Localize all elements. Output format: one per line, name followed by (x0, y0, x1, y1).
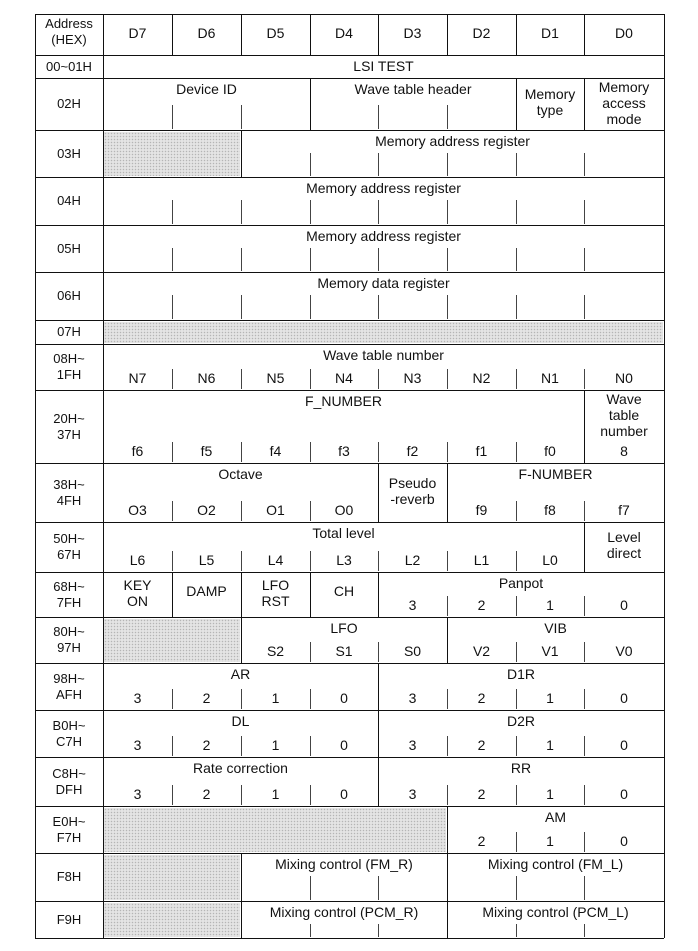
field-label: Memory type (524, 86, 576, 118)
field-label: Mixing control (PCM_R) (269, 904, 419, 920)
bit-label: 1 (546, 690, 554, 706)
field-label: Panpot (498, 575, 544, 591)
row-rule (35, 177, 664, 178)
field-label: AM (545, 809, 566, 825)
bit-label: 3 (408, 737, 417, 753)
bit-tick (447, 369, 448, 389)
field-divider (447, 901, 448, 938)
field-label: LFO RST (261, 576, 290, 609)
address-cell: 06H (57, 288, 81, 303)
address-divider (103, 225, 104, 272)
bit-tick (447, 295, 448, 319)
bit-tick (584, 295, 585, 319)
bit-label: O0 (334, 502, 354, 518)
field-label: Memory address register (306, 228, 461, 244)
bit-label: 3 (133, 786, 142, 802)
address-cell: B0H~ C7H (52, 717, 86, 749)
bit-label: S0 (403, 643, 422, 659)
field-divider (378, 757, 379, 806)
bit-label: 0 (340, 737, 348, 753)
field-label: LFO (330, 620, 358, 636)
field-label: Rate correction (193, 760, 288, 776)
address-cell: 50H~ 67H (53, 531, 85, 562)
bit-label: N4 (335, 370, 353, 386)
header-bit-d2: D2 (472, 25, 491, 41)
bit-label: 0 (620, 833, 628, 849)
field-label: D2R (506, 713, 536, 729)
bit-tick (310, 642, 311, 662)
address-cell: F9H (56, 911, 82, 927)
header-divider (310, 14, 311, 55)
bit-tick (447, 736, 448, 756)
bit-tick (516, 248, 517, 271)
bit-label: N1 (541, 370, 559, 386)
frame-left (35, 14, 36, 938)
bit-label: 1 (271, 786, 280, 802)
address-cell: 02H (57, 96, 81, 111)
bit-label: 1 (546, 786, 554, 802)
bit-label: 1 (546, 737, 554, 753)
bit-tick (310, 200, 311, 224)
address-divider (103, 572, 104, 617)
bit-tick (310, 876, 311, 900)
row-rule (35, 320, 664, 321)
bit-tick (172, 295, 173, 319)
address-cell: C8H~ DFH (52, 765, 86, 797)
field-label: DL (231, 713, 250, 729)
field-label: Wave table number (323, 347, 444, 363)
bit-tick (378, 105, 379, 129)
address-divider (103, 177, 104, 225)
bit-tick (310, 551, 311, 571)
bit-label: 0 (620, 786, 628, 802)
address-divider (103, 344, 104, 390)
address-cell: 38H~ 4FH (53, 476, 85, 508)
bit-label: f8 (544, 502, 556, 518)
bit-tick (584, 832, 585, 852)
bit-tick (241, 200, 242, 224)
bit-tick (447, 105, 448, 129)
bit-tick (516, 924, 517, 937)
bit-tick (447, 596, 448, 616)
bit-tick (378, 551, 379, 571)
header-bit-d6: D6 (197, 25, 216, 41)
field-label: AR (230, 666, 251, 682)
field-divider (378, 710, 379, 757)
field-divider (447, 806, 448, 853)
bit-label: N2 (472, 370, 491, 386)
bit-label: N3 (403, 370, 422, 386)
header-bit-d0: D0 (615, 25, 633, 41)
row-rule (35, 14, 664, 15)
bit-tick (447, 551, 448, 571)
frame-right (664, 14, 665, 938)
bit-label: L1 (473, 552, 490, 568)
bit-label: N6 (197, 370, 216, 386)
bit-tick (241, 295, 242, 319)
field-label: KEY ON (123, 576, 152, 609)
header-divider (378, 14, 379, 55)
bit-tick (584, 369, 585, 389)
bit-tick (584, 785, 585, 805)
bit-tick (584, 501, 585, 521)
bit-label: f6 (131, 443, 144, 459)
bit-tick (378, 369, 379, 389)
field-divider (241, 901, 242, 938)
address-divider (103, 463, 104, 522)
row-rule (35, 225, 664, 226)
bit-tick (584, 924, 585, 937)
address-divider (103, 55, 104, 78)
reserved-area (104, 903, 240, 937)
bit-label: L2 (404, 552, 421, 568)
bit-tick (241, 551, 242, 571)
bit-label: 2 (477, 786, 486, 802)
bit-tick (241, 785, 242, 805)
field-label: DAMP (186, 582, 227, 599)
field-label: VIB (544, 620, 567, 636)
reserved-area (104, 619, 240, 662)
row-rule (35, 710, 664, 711)
bit-tick (447, 689, 448, 709)
row-rule (35, 901, 664, 902)
bit-label: f4 (269, 443, 282, 459)
bit-label: f7 (618, 502, 630, 518)
address-divider (103, 390, 104, 463)
field-divider (241, 617, 242, 663)
bit-tick (516, 295, 517, 319)
bit-label: 8 (620, 443, 628, 459)
header-bit-d5: D5 (266, 25, 285, 41)
bit-tick (378, 153, 379, 176)
bit-tick (516, 736, 517, 756)
bit-tick (516, 876, 517, 900)
bit-label: 2 (477, 737, 486, 753)
reserved-area (104, 132, 240, 176)
field-label: Mixing control (FM_L) (487, 856, 624, 872)
header-bit-d3: D3 (403, 25, 422, 41)
bit-tick (310, 689, 311, 709)
address-cell: 20H~ 37H (53, 410, 85, 442)
bit-label: O2 (197, 502, 216, 518)
reserved-area (104, 322, 663, 343)
field-label: Wave table number (600, 391, 648, 439)
reserved-area (104, 855, 240, 900)
row-rule (35, 55, 664, 56)
address-divider (103, 522, 104, 572)
address-cell: 05H (57, 240, 81, 256)
bit-tick (378, 924, 379, 937)
bit-tick (172, 551, 173, 571)
field-label: Octave (218, 466, 263, 482)
row-rule (35, 617, 664, 618)
row-rule (35, 130, 664, 131)
bit-tick (447, 442, 448, 462)
field-label: CH (333, 582, 355, 599)
bit-tick (516, 551, 517, 571)
bit-label: 2 (477, 833, 486, 849)
bit-tick (378, 200, 379, 224)
bit-tick (241, 689, 242, 709)
bit-tick (378, 876, 379, 900)
bit-tick (241, 442, 242, 462)
field-divider (378, 572, 379, 617)
address-cell: 80H~ 97H (53, 624, 85, 655)
reserved-area (104, 808, 446, 852)
bit-label: N5 (266, 370, 285, 386)
bit-label: S1 (335, 643, 353, 659)
bit-label: L0 (542, 552, 558, 568)
row-rule (35, 806, 664, 807)
bit-tick (172, 369, 173, 389)
bit-label: f1 (475, 443, 488, 459)
bit-label: 2 (477, 690, 486, 706)
header-bit-d7: D7 (128, 25, 147, 41)
field-label: Device ID (176, 81, 237, 97)
bit-tick (584, 736, 585, 756)
bit-tick (378, 295, 379, 319)
address-divider (103, 663, 104, 710)
bit-label: 3 (408, 690, 417, 706)
bit-tick (172, 442, 173, 462)
bit-label: 2 (477, 597, 486, 613)
field-label: Memory address register (306, 180, 461, 196)
bit-label: 0 (340, 786, 348, 802)
header-divider (172, 14, 173, 55)
bit-tick (516, 369, 517, 389)
header-divider (103, 14, 104, 55)
field-label: LSI TEST (353, 58, 414, 74)
bit-label: 1 (271, 690, 280, 706)
address-divider (103, 272, 104, 320)
row-rule (35, 522, 664, 523)
field-label: Memory access mode (598, 79, 650, 127)
bit-tick (172, 200, 173, 224)
field-divider (378, 463, 379, 522)
row-rule (35, 757, 664, 758)
bit-tick (447, 200, 448, 224)
field-divider (516, 78, 517, 130)
bit-label: 3 (408, 597, 417, 613)
bit-label: 2 (202, 786, 211, 802)
bit-label: 0 (620, 690, 628, 706)
field-divider (447, 463, 448, 522)
row-rule (35, 572, 664, 573)
bit-label: f3 (338, 443, 350, 459)
row-rule (35, 344, 664, 345)
address-cell: 98H~ AFH (53, 670, 85, 702)
bit-tick (172, 248, 173, 271)
bit-tick (310, 369, 311, 389)
bit-tick (584, 876, 585, 900)
address-cell: 03H (57, 145, 81, 161)
bit-label: 1 (546, 833, 554, 849)
address-cell: F8H (56, 869, 82, 884)
bit-label: N7 (128, 370, 147, 386)
bit-tick (310, 736, 311, 756)
header-divider (241, 14, 242, 55)
field-divider (241, 853, 242, 901)
address-cell: 00~01H (46, 58, 92, 74)
bit-tick (447, 153, 448, 176)
bit-tick (516, 596, 517, 616)
bit-label: S2 (266, 643, 285, 659)
row-rule (35, 663, 664, 664)
bit-label: O1 (266, 502, 285, 518)
bit-tick (172, 105, 173, 129)
bit-tick (378, 642, 379, 662)
bit-tick (310, 924, 311, 937)
address-divider (103, 710, 104, 757)
bit-tick (516, 642, 517, 662)
bit-tick (310, 153, 311, 176)
field-divider (241, 130, 242, 177)
bit-label: 0 (620, 597, 628, 613)
field-label: RR (510, 760, 532, 776)
bit-label: 1 (271, 737, 280, 753)
bit-tick (241, 369, 242, 389)
field-divider (310, 572, 311, 617)
bit-tick (241, 501, 242, 521)
field-divider (241, 572, 242, 617)
bit-tick (310, 248, 311, 271)
field-divider (584, 390, 585, 463)
field-label: Pseudo -reverb (388, 474, 437, 507)
field-divider (447, 617, 448, 663)
bit-label: f9 (475, 502, 488, 518)
bit-label: 3 (408, 786, 417, 802)
bit-label: f2 (406, 443, 419, 459)
row-rule (35, 853, 664, 854)
bit-label: O3 (128, 502, 147, 518)
bit-tick (516, 442, 517, 462)
bit-tick (516, 200, 517, 224)
bit-tick (172, 736, 173, 756)
row-rule (35, 78, 664, 79)
bit-label: N0 (615, 370, 633, 386)
bit-tick (241, 736, 242, 756)
field-divider (172, 572, 173, 617)
bit-label: L5 (198, 552, 215, 568)
bit-label: f5 (200, 443, 213, 459)
bit-label: L3 (336, 552, 352, 568)
field-label: F-NUMBER (518, 466, 593, 482)
field-label: F_NUMBER (304, 393, 383, 409)
bit-label: 1 (546, 597, 554, 613)
header-divider (516, 14, 517, 55)
field-label: Wave table header (354, 81, 472, 97)
bit-label: 2 (202, 737, 211, 753)
bit-label: L6 (129, 552, 146, 568)
bit-tick (172, 689, 173, 709)
field-label: Memory address register (375, 133, 530, 149)
bit-tick (378, 248, 379, 271)
bit-tick (516, 832, 517, 852)
header-bit-d1: D1 (541, 25, 559, 41)
address-cell: E0H~ F7H (52, 813, 86, 845)
bit-label: 0 (620, 737, 628, 753)
bit-label: 0 (340, 690, 348, 706)
bit-tick (584, 596, 585, 616)
bit-label: V2 (472, 643, 491, 659)
header-address-label: Address (HEX) (45, 16, 93, 47)
address-cell: 07H (57, 324, 81, 339)
address-divider (103, 757, 104, 806)
address-cell: 04H (57, 193, 81, 208)
row-rule (35, 463, 664, 464)
bit-tick (241, 105, 242, 129)
address-cell: 68H~ 7FH (53, 578, 85, 610)
header-bit-d4: D4 (335, 25, 353, 41)
bit-tick (241, 248, 242, 271)
bit-tick (310, 785, 311, 805)
bit-tick (584, 689, 585, 709)
field-label: Mixing control (FM_R) (275, 856, 413, 872)
bit-tick (310, 501, 311, 521)
header-divider (447, 14, 448, 55)
bit-tick (172, 501, 173, 521)
bit-label: L4 (267, 552, 284, 568)
bit-tick (584, 642, 585, 662)
row-rule (35, 272, 664, 273)
bit-tick (584, 200, 585, 224)
field-divider (584, 78, 585, 130)
field-divider (310, 78, 311, 130)
bit-tick (516, 689, 517, 709)
bit-tick (516, 785, 517, 805)
field-label: Mixing control (PCM_L) (482, 904, 629, 920)
field-label: D1R (506, 666, 536, 682)
field-label: Level direct (606, 529, 642, 561)
row-rule (35, 938, 664, 939)
bit-tick (516, 153, 517, 176)
bit-label: f0 (544, 443, 556, 459)
bit-tick (516, 501, 517, 521)
bit-tick (310, 295, 311, 319)
bit-label: V0 (615, 643, 633, 659)
field-divider (447, 853, 448, 901)
field-label: Memory data register (317, 275, 450, 291)
bit-tick (172, 785, 173, 805)
bit-tick (447, 248, 448, 271)
address-cell: 08H~ 1FH (53, 351, 85, 382)
bit-tick (447, 785, 448, 805)
bit-tick (584, 153, 585, 176)
bit-label: 3 (133, 737, 142, 753)
address-divider (103, 78, 104, 130)
bit-tick (310, 442, 311, 462)
bit-tick (584, 248, 585, 271)
field-label: Total level (312, 525, 375, 541)
bit-label: 2 (202, 690, 211, 706)
row-rule (35, 390, 664, 391)
field-divider (378, 663, 379, 710)
header-divider (584, 14, 585, 55)
bit-label: 3 (133, 690, 142, 706)
bit-tick (378, 442, 379, 462)
field-divider (584, 522, 585, 572)
bit-label: V1 (541, 643, 559, 659)
